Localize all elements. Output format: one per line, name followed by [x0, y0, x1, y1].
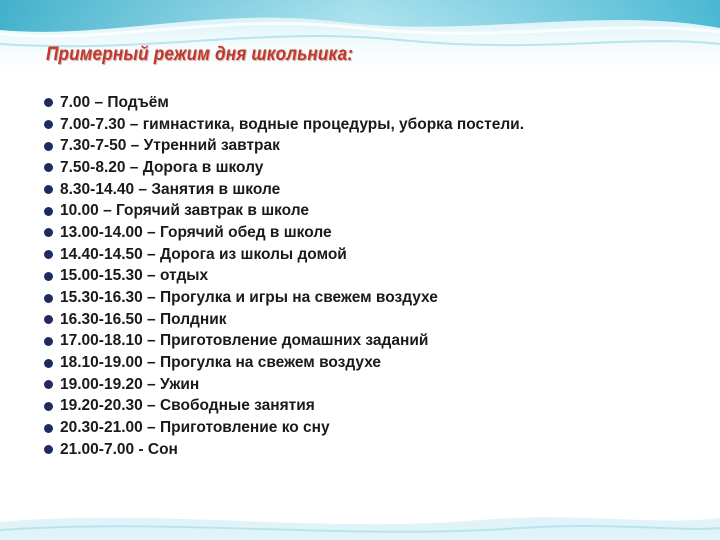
bullet-icon	[44, 163, 53, 172]
bullet-icon	[44, 250, 53, 259]
list-item-text: 7.00 – Подъём	[60, 93, 169, 111]
bullet-icon	[44, 424, 53, 433]
list-item-text: 7.30-7-50 – Утренний завтрак	[60, 137, 280, 155]
list-item-text: 14.40-14.50 – Дорога из школы домой	[60, 245, 347, 263]
list-item	[44, 157, 524, 179]
bullet-icon	[44, 185, 53, 194]
list-item	[44, 439, 524, 461]
schedule-list	[44, 92, 524, 461]
bullet-icon	[44, 142, 53, 151]
bullet-icon	[44, 272, 53, 281]
bullet-icon	[44, 445, 53, 454]
list-item-text: 18.10-19.00 – Прогулка на свежем воздухе	[60, 354, 382, 372]
bullet-icon	[44, 294, 53, 303]
bullet-icon	[44, 98, 53, 107]
list-item	[44, 114, 524, 136]
bullet-icon	[44, 359, 53, 368]
bullet-icon	[44, 337, 53, 346]
list-item	[44, 352, 524, 374]
list-item-text: 7.00-7.30 – гимнастика, водные процедуры, уборка постели.	[60, 115, 525, 133]
list-item	[44, 222, 524, 244]
list-item	[44, 179, 524, 201]
list-item	[44, 266, 524, 288]
list-item-text: 13.00-14.00 – Горячий обед в школе	[60, 223, 332, 241]
list-item-text: 17.00-18.10 – Приготовление домашних заданий	[60, 332, 429, 350]
page-title: Примерный режим дня школьника:	[46, 44, 354, 65]
list-item	[44, 331, 524, 353]
list-item-text: 20.30-21.00 – Приготовление ко сну	[60, 419, 330, 437]
list-item	[44, 309, 524, 331]
list-item-text: 10.00 – Горячий завтрак в школе	[60, 202, 310, 220]
bullet-icon	[44, 380, 53, 389]
list-item-text: 16.30-16.50 – Полдник	[60, 310, 227, 328]
bullet-icon	[44, 315, 53, 324]
list-item	[44, 92, 524, 114]
bullet-icon	[44, 402, 53, 411]
list-item	[44, 287, 524, 309]
list-item-text: 15.00-15.30 – отдых	[60, 267, 209, 285]
header-wave-decoration	[0, 0, 720, 80]
bullet-icon	[44, 207, 53, 216]
list-item	[44, 200, 524, 222]
list-item-text: 15.30-16.30 – Прогулка и игры на свежем воздухе	[60, 289, 438, 307]
list-item	[44, 417, 524, 439]
list-item-text: 21.00-7.00 - Сон	[60, 440, 178, 458]
list-item	[44, 374, 524, 396]
list-item	[44, 244, 524, 266]
bullet-icon	[44, 120, 53, 129]
list-item-text: 19.00-19.20 – Ужин	[60, 375, 200, 393]
footer-wave-decoration	[0, 500, 720, 540]
list-item-text: 7.50-8.20 – Дорога в школу	[60, 158, 264, 176]
list-item	[44, 135, 524, 157]
list-item	[44, 396, 524, 418]
list-item-text: 8.30-14.40 – Занятия в школе	[60, 180, 281, 198]
bullet-icon	[44, 228, 53, 237]
list-item-text: 19.20-20.30 – Свободные занятия	[60, 397, 315, 415]
